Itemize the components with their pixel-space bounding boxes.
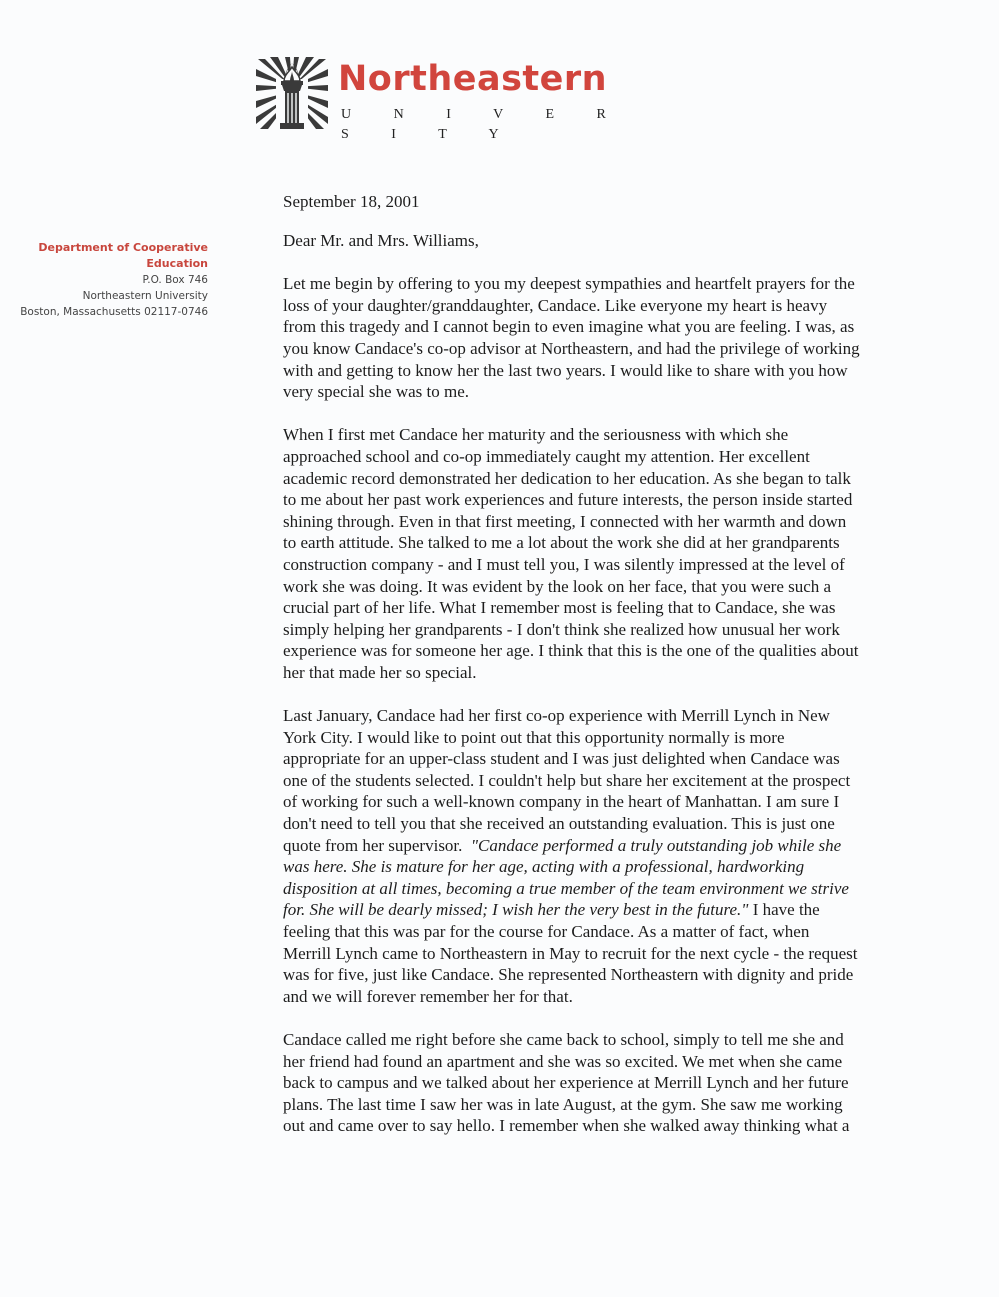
paragraph-1: [283, 273, 923, 403]
text-line: out and came over to say hello. I remember when she walked away thinking what a: [283, 1116, 850, 1136]
text-line: appropriate for an upper-class student and I was just delighted when Candace was: [283, 749, 840, 769]
return-address: [0, 240, 208, 320]
text-line: her that made her so special.: [283, 662, 477, 682]
quote-line: [283, 835, 923, 857]
text-line: Candace called me right before she came back to school, simply to tell me she and: [283, 1029, 844, 1049]
text-line: Let me begin by offering to you my deepest sympathies and heartfelt prayers for the: [283, 274, 855, 294]
address-city: Boston, Massachusetts 02117-0746: [20, 306, 208, 318]
text-line: work she was doing. It was evident by the look on her face, that you were such a: [283, 576, 832, 596]
text-line: I have the: [748, 900, 820, 920]
quote-line: [283, 856, 923, 878]
text-line: from this tragedy and I cannot begin to even imagine what you are feeling. I was, as: [283, 317, 855, 337]
paragraph-2: [283, 424, 923, 683]
text-line: Merrill Lynch came to Northeastern in May to recruit for the next cycle - the request: [283, 943, 858, 963]
text-line: very special she was to me.: [283, 382, 469, 402]
text-line: York City. I would like to point out that this opportunity normally is more: [283, 727, 785, 747]
quote-line: [283, 878, 923, 900]
supervisor-quote: was here. She is mature for her age, acting with a professional, hardworking: [283, 857, 805, 877]
paragraph-3: [283, 705, 923, 1007]
torch-icon: [256, 57, 328, 129]
text-line: with and getting to know her the last two years. I would like to share with you how: [283, 360, 848, 380]
text-line: experience was for someone her age. I think that this is the one of the qualities about: [283, 641, 859, 661]
text-line: quote from her supervisor.: [283, 835, 471, 855]
text-line: back to campus and we talked about her experience at Merrill Lynch and her future: [283, 1073, 849, 1093]
letter-date: September 18, 2001: [283, 192, 420, 211]
address-university: Northeastern University: [82, 290, 208, 302]
text-line: one of the students selected. I couldn't help but share her excitement at the prospect: [283, 770, 851, 790]
university-subtitle: U N I V E R S I T Y: [341, 107, 626, 142]
supervisor-quote: disposition at all times, becoming a true member of the team environment we strive: [283, 878, 849, 898]
text-line: don't need to tell you that she received an outstanding evaluation. This is just one: [283, 814, 835, 834]
text-line: construction company - and I must tell you, I was silently impressed at the level of: [283, 554, 845, 574]
text-line: approached school and co-op immediately caught my attention. Her excellent: [283, 446, 810, 466]
text-line: and we will forever remember her for that.: [283, 986, 573, 1006]
university-name: Northeastern: [338, 59, 608, 99]
text-line: shining through. Even in that first meeting, I connected with her warmth and down: [283, 511, 847, 531]
text-line: Last January, Candace had her first co-op experience with Merrill Lynch in New: [283, 706, 830, 726]
text-line: simply helping her grandparents - I don't think she realized how unusual her work: [283, 619, 840, 639]
department-name-line1: Department of Cooperative: [38, 241, 208, 254]
paragraph-4: [283, 1029, 923, 1137]
text-line: to earth attitude. She talked to me a lot about the work she did at her grandparents: [283, 533, 840, 553]
text-line: of working for such a well-known company in the heart of Manhattan. I am sure I: [283, 792, 840, 812]
text-line: academic record demonstrated her dedication to her education. As she began to talk: [283, 468, 851, 488]
text-line: to me about her past work experiences and future interests, the person inside started: [283, 490, 853, 510]
text-line: When I first met Candace her maturity and the seriousness with which she: [283, 425, 789, 445]
address-po-box: P.O. Box 746: [142, 274, 208, 286]
text-line: was for five, just like Candace. She represented Northeastern with dignity and pride: [283, 965, 854, 985]
department-name-line2: Education: [146, 257, 208, 270]
supervisor-quote: for. She will be dearly missed; I wish her the very best in the future.": [283, 900, 749, 920]
letter-salutation: Dear Mr. and Mrs. Williams,: [283, 230, 479, 250]
text-line: feeling that this was par for the course for Candace. As a matter of fact, when: [283, 922, 810, 941]
university-logo: [256, 57, 636, 142]
text-line: loss of your daughter/granddaughter, Candace. Like everyone my heart is heavy: [283, 295, 828, 315]
text-line: her friend had found an apartment and she was so excited. We met when she came: [283, 1051, 843, 1071]
supervisor-quote: "Candace performed a truly outstanding job while she: [470, 835, 842, 855]
text-line: you know Candace's co-op advisor at Northeastern, and had the privilege of working: [283, 338, 860, 358]
text-line: crucial part of her life. What I remember most is feeling that to Candace, she was: [283, 598, 836, 618]
letter-body: [283, 191, 923, 1159]
text-line: plans. The last time I saw her was in late August, at the gym. She saw me working: [283, 1094, 843, 1114]
quote-line: [283, 899, 923, 921]
